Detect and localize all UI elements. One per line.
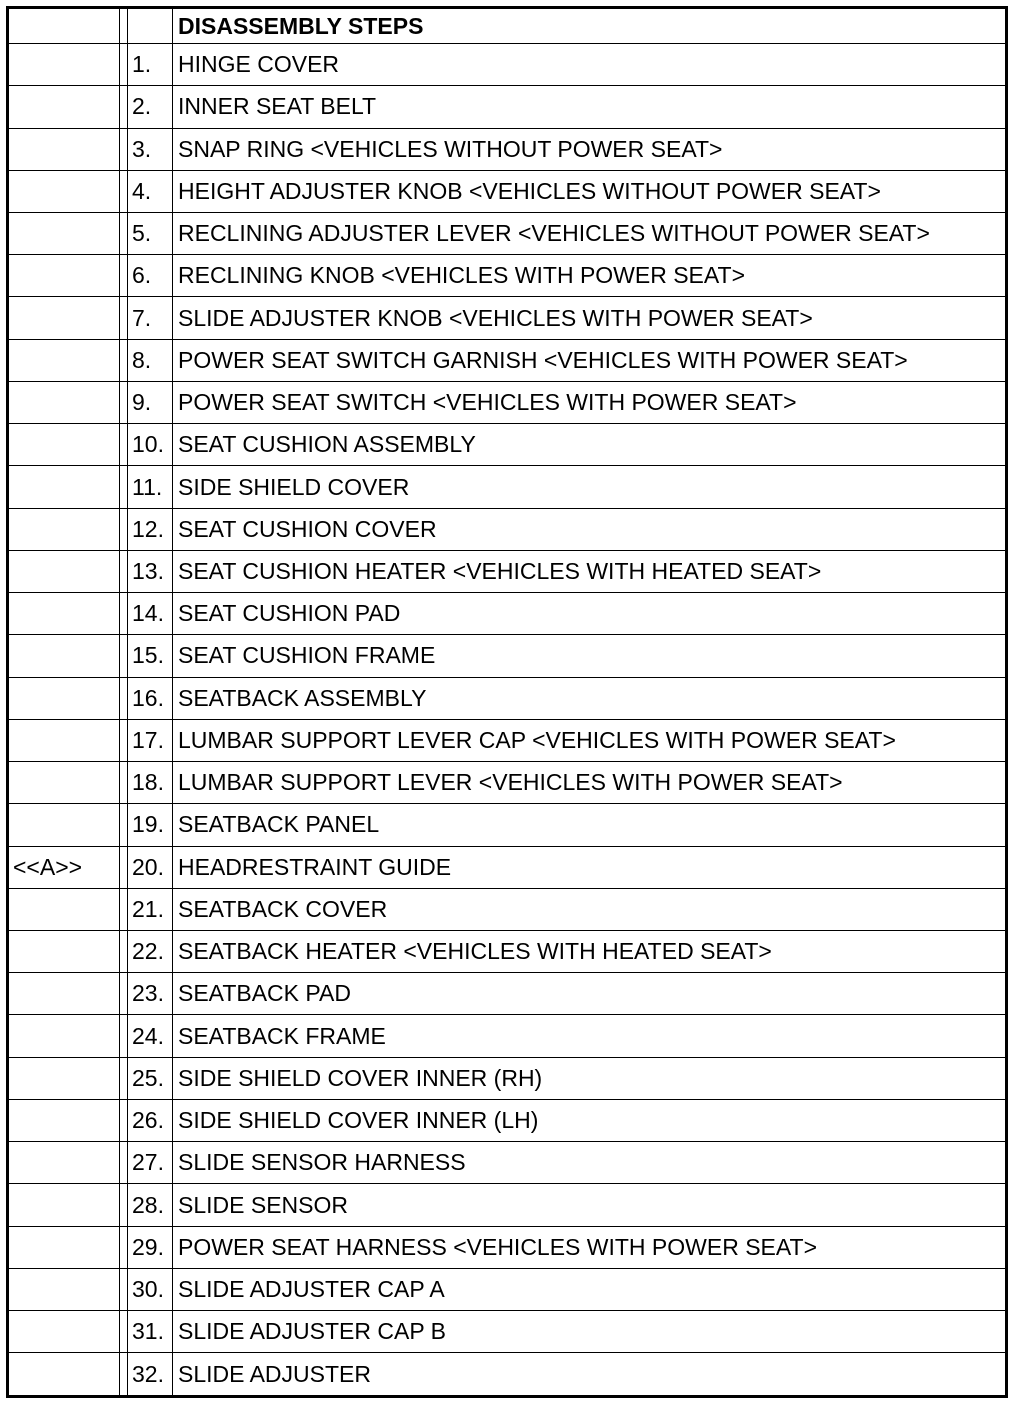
step-ref-cell bbox=[8, 1015, 120, 1057]
table-row bbox=[8, 930, 1007, 972]
step-ref-cell bbox=[8, 466, 120, 508]
step-gap-cell bbox=[120, 1184, 128, 1226]
step-description: SNAP RING <VEHICLES WITHOUT POWER SEAT> bbox=[173, 128, 1007, 170]
step-number: 24. bbox=[128, 1015, 173, 1057]
table-row bbox=[8, 297, 1007, 339]
step-number: 22. bbox=[128, 930, 173, 972]
step-number: 23. bbox=[128, 973, 173, 1015]
step-ref-cell bbox=[8, 677, 120, 719]
step-description: POWER SEAT SWITCH <VEHICLES WITH POWER SEAT> bbox=[173, 381, 1007, 423]
step-number: 25. bbox=[128, 1057, 173, 1099]
step-description: SEAT CUSHION COVER bbox=[173, 508, 1007, 550]
table-row bbox=[8, 255, 1007, 297]
step-description: SLIDE ADJUSTER CAP A bbox=[173, 1268, 1007, 1310]
table-row bbox=[8, 466, 1007, 508]
step-description: LUMBAR SUPPORT LEVER CAP <VEHICLES WITH POWER SEAT> bbox=[173, 719, 1007, 761]
step-description: INNER SEAT BELT bbox=[173, 86, 1007, 128]
step-number: 15. bbox=[128, 635, 173, 677]
table-row bbox=[8, 1099, 1007, 1141]
step-number: 12. bbox=[128, 508, 173, 550]
step-ref-cell bbox=[8, 1226, 120, 1268]
step-ref-cell bbox=[8, 762, 120, 804]
step-ref-cell bbox=[8, 170, 120, 212]
step-ref-cell: <<A>> bbox=[8, 846, 120, 888]
step-ref-cell bbox=[8, 297, 120, 339]
step-number: 19. bbox=[128, 804, 173, 846]
step-gap-cell bbox=[120, 1057, 128, 1099]
step-gap-cell bbox=[120, 1311, 128, 1353]
step-description: POWER SEAT SWITCH GARNISH <VEHICLES WITH POWER SEAT> bbox=[173, 339, 1007, 381]
table-row bbox=[8, 593, 1007, 635]
header-num-cell bbox=[128, 8, 173, 44]
table-row bbox=[8, 550, 1007, 592]
step-ref-cell bbox=[8, 593, 120, 635]
step-description: SEAT CUSHION ASSEMBLY bbox=[173, 424, 1007, 466]
step-gap-cell bbox=[120, 213, 128, 255]
step-number: 17. bbox=[128, 719, 173, 761]
step-description: SEATBACK COVER bbox=[173, 888, 1007, 930]
step-number: 18. bbox=[128, 762, 173, 804]
step-ref-cell bbox=[8, 1311, 120, 1353]
step-gap-cell bbox=[120, 804, 128, 846]
step-description: SEAT CUSHION PAD bbox=[173, 593, 1007, 635]
table-row bbox=[8, 508, 1007, 550]
table-row bbox=[8, 677, 1007, 719]
step-description: SLIDE ADJUSTER bbox=[173, 1353, 1007, 1397]
header-gap-cell bbox=[120, 8, 128, 44]
step-gap-cell bbox=[120, 255, 128, 297]
table-row bbox=[8, 1057, 1007, 1099]
step-description: HEIGHT ADJUSTER KNOB <VEHICLES WITHOUT POWER SEAT> bbox=[173, 170, 1007, 212]
table-row bbox=[8, 973, 1007, 1015]
step-ref-cell bbox=[8, 128, 120, 170]
table-row bbox=[8, 1311, 1007, 1353]
disassembly-steps-table bbox=[6, 6, 1008, 1398]
table-row bbox=[8, 213, 1007, 255]
step-ref-cell bbox=[8, 508, 120, 550]
step-ref-cell bbox=[8, 804, 120, 846]
step-gap-cell bbox=[120, 762, 128, 804]
table-row bbox=[8, 804, 1007, 846]
step-number: 31. bbox=[128, 1311, 173, 1353]
table-row bbox=[8, 888, 1007, 930]
step-number: 20. bbox=[128, 846, 173, 888]
step-number: 11. bbox=[128, 466, 173, 508]
step-ref-cell bbox=[8, 424, 120, 466]
step-gap-cell bbox=[120, 550, 128, 592]
step-gap-cell bbox=[120, 381, 128, 423]
table-row bbox=[8, 170, 1007, 212]
step-ref-cell bbox=[8, 1353, 120, 1397]
step-number: 30. bbox=[128, 1268, 173, 1310]
step-gap-cell bbox=[120, 846, 128, 888]
step-number: 28. bbox=[128, 1184, 173, 1226]
header-ref-cell bbox=[8, 8, 120, 44]
table-row bbox=[8, 44, 1007, 86]
table-row bbox=[8, 424, 1007, 466]
table-row bbox=[8, 1268, 1007, 1310]
step-number: 4. bbox=[128, 170, 173, 212]
step-gap-cell bbox=[120, 466, 128, 508]
step-number: 16. bbox=[128, 677, 173, 719]
table-row bbox=[8, 719, 1007, 761]
step-description: SEATBACK PAD bbox=[173, 973, 1007, 1015]
step-gap-cell bbox=[120, 1015, 128, 1057]
table-header-row bbox=[8, 8, 1007, 44]
step-description: HEADRESTRAINT GUIDE bbox=[173, 846, 1007, 888]
step-number: 27. bbox=[128, 1142, 173, 1184]
step-ref-cell bbox=[8, 339, 120, 381]
step-ref-cell bbox=[8, 44, 120, 86]
step-number: 14. bbox=[128, 593, 173, 635]
step-ref-cell bbox=[8, 635, 120, 677]
step-description: HINGE COVER bbox=[173, 44, 1007, 86]
step-number: 13. bbox=[128, 550, 173, 592]
step-description: SIDE SHIELD COVER bbox=[173, 466, 1007, 508]
step-gap-cell bbox=[120, 339, 128, 381]
table-row bbox=[8, 1353, 1007, 1397]
step-description: SLIDE SENSOR HARNESS bbox=[173, 1142, 1007, 1184]
step-gap-cell bbox=[120, 677, 128, 719]
table-row bbox=[8, 1142, 1007, 1184]
step-ref-cell bbox=[8, 973, 120, 1015]
step-number: 2. bbox=[128, 86, 173, 128]
step-description: RECLINING ADJUSTER LEVER <VEHICLES WITHOUT POWER SEAT> bbox=[173, 213, 1007, 255]
step-ref-cell bbox=[8, 888, 120, 930]
table-row bbox=[8, 846, 1007, 888]
step-gap-cell bbox=[120, 593, 128, 635]
step-gap-cell bbox=[120, 508, 128, 550]
step-number: 32. bbox=[128, 1353, 173, 1397]
step-gap-cell bbox=[120, 170, 128, 212]
step-number: 29. bbox=[128, 1226, 173, 1268]
step-ref-cell bbox=[8, 1099, 120, 1141]
step-ref-cell bbox=[8, 1184, 120, 1226]
step-ref-cell bbox=[8, 255, 120, 297]
step-ref-cell bbox=[8, 719, 120, 761]
step-description: LUMBAR SUPPORT LEVER <VEHICLES WITH POWER SEAT> bbox=[173, 762, 1007, 804]
step-gap-cell bbox=[120, 1268, 128, 1310]
step-gap-cell bbox=[120, 635, 128, 677]
step-gap-cell bbox=[120, 1226, 128, 1268]
step-ref-cell bbox=[8, 550, 120, 592]
step-number: 7. bbox=[128, 297, 173, 339]
step-number: 3. bbox=[128, 128, 173, 170]
step-gap-cell bbox=[120, 86, 128, 128]
step-number: 1. bbox=[128, 44, 173, 86]
step-description: SEAT CUSHION HEATER <VEHICLES WITH HEATED SEAT> bbox=[173, 550, 1007, 592]
step-gap-cell bbox=[120, 888, 128, 930]
step-gap-cell bbox=[120, 719, 128, 761]
table-title: DISASSEMBLY STEPS bbox=[173, 8, 1007, 44]
step-description: SEATBACK ASSEMBLY bbox=[173, 677, 1007, 719]
step-number: 8. bbox=[128, 339, 173, 381]
table-row bbox=[8, 86, 1007, 128]
table-row bbox=[8, 339, 1007, 381]
step-gap-cell bbox=[120, 44, 128, 86]
step-gap-cell bbox=[120, 128, 128, 170]
step-ref-cell bbox=[8, 86, 120, 128]
step-ref-cell bbox=[8, 381, 120, 423]
step-description: SEATBACK PANEL bbox=[173, 804, 1007, 846]
step-number: 6. bbox=[128, 255, 173, 297]
table-row bbox=[8, 1184, 1007, 1226]
step-gap-cell bbox=[120, 1353, 128, 1397]
table-row bbox=[8, 635, 1007, 677]
table-row bbox=[8, 128, 1007, 170]
step-gap-cell bbox=[120, 1142, 128, 1184]
steps-table-body bbox=[8, 8, 1007, 1397]
table-row bbox=[8, 381, 1007, 423]
step-description: SIDE SHIELD COVER INNER (RH) bbox=[173, 1057, 1007, 1099]
step-gap-cell bbox=[120, 973, 128, 1015]
step-gap-cell bbox=[120, 930, 128, 972]
table-row bbox=[8, 1015, 1007, 1057]
step-number: 21. bbox=[128, 888, 173, 930]
step-number: 5. bbox=[128, 213, 173, 255]
step-description: SEATBACK HEATER <VEHICLES WITH HEATED SEAT> bbox=[173, 930, 1007, 972]
table-row bbox=[8, 762, 1007, 804]
step-description: SLIDE ADJUSTER KNOB <VEHICLES WITH POWER SEAT> bbox=[173, 297, 1007, 339]
step-ref-cell bbox=[8, 1268, 120, 1310]
step-ref-cell bbox=[8, 213, 120, 255]
step-description: SIDE SHIELD COVER INNER (LH) bbox=[173, 1099, 1007, 1141]
step-gap-cell bbox=[120, 297, 128, 339]
step-description: RECLINING KNOB <VEHICLES WITH POWER SEAT> bbox=[173, 255, 1007, 297]
step-description: SEATBACK FRAME bbox=[173, 1015, 1007, 1057]
step-description: SLIDE ADJUSTER CAP B bbox=[173, 1311, 1007, 1353]
table-row bbox=[8, 1226, 1007, 1268]
step-description: SLIDE SENSOR bbox=[173, 1184, 1007, 1226]
step-gap-cell bbox=[120, 424, 128, 466]
step-ref-cell bbox=[8, 1057, 120, 1099]
step-number: 10. bbox=[128, 424, 173, 466]
step-number: 9. bbox=[128, 381, 173, 423]
step-ref-cell bbox=[8, 930, 120, 972]
step-gap-cell bbox=[120, 1099, 128, 1141]
step-ref-cell bbox=[8, 1142, 120, 1184]
step-description: SEAT CUSHION FRAME bbox=[173, 635, 1007, 677]
step-number: 26. bbox=[128, 1099, 173, 1141]
step-description: POWER SEAT HARNESS <VEHICLES WITH POWER SEAT> bbox=[173, 1226, 1007, 1268]
